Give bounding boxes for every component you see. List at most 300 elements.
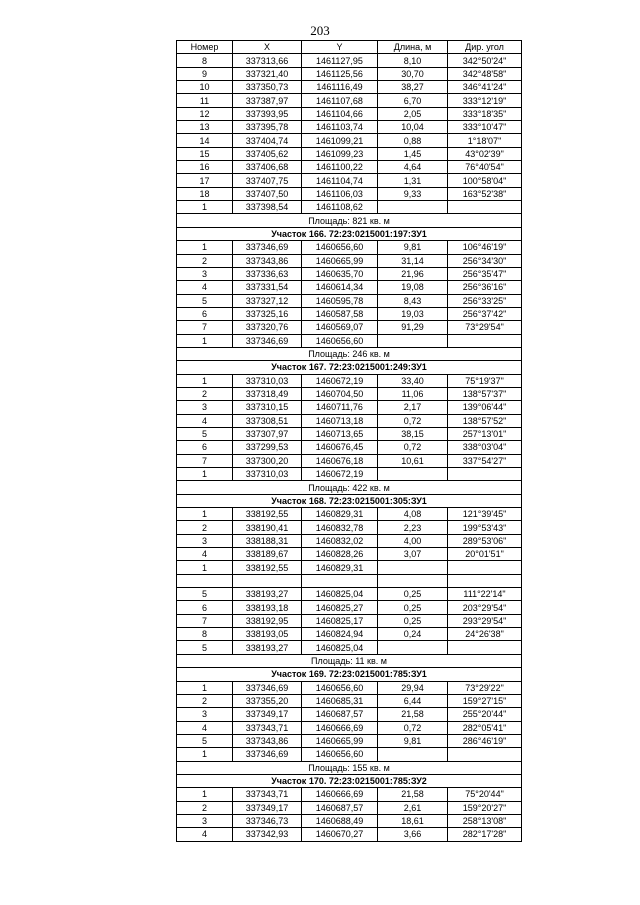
cell-bearing: 75°19'37" <box>448 374 522 387</box>
cell-y: 1460832,78 <box>302 521 378 534</box>
cell-bearing: 1°18'07" <box>448 134 522 147</box>
table-row <box>177 121 522 134</box>
table-row <box>177 508 522 521</box>
cell-bearing: 293°29'54" <box>448 614 522 627</box>
cell-length: 30,70 <box>378 67 448 80</box>
cell-number: 5 <box>177 588 233 601</box>
cell-length: 6,44 <box>378 694 448 707</box>
cell-x: 338193,27 <box>233 641 302 654</box>
cell-number: 5 <box>177 734 233 747</box>
cell-bearing: 139°06'44" <box>448 401 522 414</box>
cell-bearing: 282°05'41" <box>448 721 522 734</box>
cell-number: 1 <box>177 374 233 387</box>
cell-number: 6 <box>177 601 233 614</box>
cell-number: 3 <box>177 534 233 547</box>
cell-y: 1460687,57 <box>302 801 378 814</box>
cell-bearing: 346°41'24" <box>448 81 522 94</box>
cell-number: 1 <box>177 201 233 214</box>
table-row <box>177 281 522 294</box>
cell-length: 10,61 <box>378 454 448 467</box>
cell-bearing: 333°10'47" <box>448 121 522 134</box>
cell-number: 4 <box>177 281 233 294</box>
table-row <box>177 801 522 814</box>
cell-x: 338188,31 <box>233 534 302 547</box>
cell-bearing: 138°57'37" <box>448 387 522 400</box>
section-header-row <box>177 361 522 374</box>
cell-bearing: 75°20'44" <box>448 788 522 801</box>
cell-x: 337307,97 <box>233 427 302 440</box>
cell-x: 338193,18 <box>233 601 302 614</box>
cell-number: 6 <box>177 441 233 454</box>
cell-y: 1460665,99 <box>302 254 378 267</box>
cell-number: 6 <box>177 307 233 320</box>
cell-bearing: 256°35'47" <box>448 267 522 280</box>
cell-bearing: 257°13'01" <box>448 427 522 440</box>
cell-bearing: 337°54'27" <box>448 454 522 467</box>
cell-number: 1 <box>177 508 233 521</box>
cell-bearing <box>448 561 522 574</box>
cell-y: 1460656,60 <box>302 241 378 254</box>
cell-length: 4,08 <box>378 508 448 521</box>
cell-x: 337407,50 <box>233 187 302 200</box>
cell-number: 12 <box>177 107 233 120</box>
cell-length: 2,05 <box>378 107 448 120</box>
cell-y: 1460635,70 <box>302 267 378 280</box>
cell-bearing: 159°20'27" <box>448 801 522 814</box>
cell-length: 2,23 <box>378 521 448 534</box>
cell-bearing <box>448 201 522 214</box>
cell-number: 18 <box>177 187 233 200</box>
cell-x: 338193,05 <box>233 628 302 641</box>
cell-number: 3 <box>177 401 233 414</box>
cell-length: 19,08 <box>378 281 448 294</box>
cell-y: 1460832,02 <box>302 534 378 547</box>
table-row <box>177 241 522 254</box>
cell-x: 337349,17 <box>233 708 302 721</box>
cell-bearing: 256°36'16" <box>448 281 522 294</box>
column-header-number: Номер <box>177 41 233 54</box>
cell-y: 1461107,68 <box>302 94 378 107</box>
table-row <box>177 748 522 761</box>
cell-length <box>378 201 448 214</box>
cell-length: 29,94 <box>378 681 448 694</box>
cell-length: 9,81 <box>378 734 448 747</box>
cell-y: 1460672,19 <box>302 468 378 481</box>
cell-y: 1460687,57 <box>302 708 378 721</box>
cell-length: 8,10 <box>378 54 448 67</box>
cell-x: 337320,76 <box>233 321 302 334</box>
cell-bearing: 106°46'19" <box>448 241 522 254</box>
cell-bearing <box>448 468 522 481</box>
cell-length <box>378 334 448 347</box>
cell-bearing: 338°03'04" <box>448 441 522 454</box>
cell-x: 337342,93 <box>233 828 302 841</box>
cell-bearing: 111°22'14" <box>448 588 522 601</box>
cell-length: 31,14 <box>378 254 448 267</box>
cell-x: 337313,66 <box>233 54 302 67</box>
cell-y: 1461106,03 <box>302 187 378 200</box>
cell-x: 337346,73 <box>233 814 302 827</box>
cell-x: 338190,41 <box>233 521 302 534</box>
cell-x: 337346,69 <box>233 334 302 347</box>
cell-bearing: 100°58'04" <box>448 174 522 187</box>
cell-y: 1460825,27 <box>302 601 378 614</box>
cell-length: 0,72 <box>378 441 448 454</box>
cell-x: 337349,17 <box>233 801 302 814</box>
cell-x: 337398,54 <box>233 201 302 214</box>
cell-length: 2,61 <box>378 801 448 814</box>
cell-bearing: 76°40'54" <box>448 161 522 174</box>
cell-x: 337393,95 <box>233 107 302 120</box>
cell-y: 1461125,56 <box>302 67 378 80</box>
cell-bearing: 43°02'39" <box>448 147 522 160</box>
area-text: Площадь: 155 кв. м <box>177 761 522 774</box>
cell-length: 1,45 <box>378 147 448 160</box>
cell-x: 337404,74 <box>233 134 302 147</box>
section-header-row <box>177 668 522 681</box>
table-row <box>177 548 522 561</box>
cell-x: 337405,62 <box>233 147 302 160</box>
cell-y: 1460713,65 <box>302 427 378 440</box>
table-row <box>177 187 522 200</box>
cell-bearing: 255°20'44" <box>448 708 522 721</box>
table-row <box>177 628 522 641</box>
cell-number: 8 <box>177 628 233 641</box>
cell-length <box>378 748 448 761</box>
cell-bearing: 203°29'54" <box>448 601 522 614</box>
cell-length: 19,03 <box>378 307 448 320</box>
cell-y: 1460676,45 <box>302 441 378 454</box>
cell-length: 91,29 <box>378 321 448 334</box>
cell-length: 21,58 <box>378 708 448 721</box>
cell-number: 4 <box>177 721 233 734</box>
cell-y: 1460614,34 <box>302 281 378 294</box>
cell-bearing <box>448 574 522 587</box>
cell-number: 15 <box>177 147 233 160</box>
cell-x: 337325,16 <box>233 307 302 320</box>
cell-y: 1460666,69 <box>302 721 378 734</box>
table-row <box>177 588 522 601</box>
section-header-row <box>177 227 522 240</box>
cell-y: 1461108,62 <box>302 201 378 214</box>
table-header <box>177 41 522 54</box>
cell-length: 3,66 <box>378 828 448 841</box>
cell-bearing: 24°26'38" <box>448 628 522 641</box>
cell-number: 3 <box>177 267 233 280</box>
cell-bearing: 258°13'08" <box>448 814 522 827</box>
cell-x: 337299,53 <box>233 441 302 454</box>
cell-number: 3 <box>177 708 233 721</box>
table-row <box>177 134 522 147</box>
cell-x: 337310,03 <box>233 374 302 387</box>
table-row <box>177 161 522 174</box>
header-row <box>177 41 522 54</box>
cell-x: 338192,55 <box>233 508 302 521</box>
area-text: Площадь: 422 кв. м <box>177 481 522 494</box>
cell-length: 9,81 <box>378 241 448 254</box>
section-title: Участок 168. 72:23:0215001:305:ЗУ1 <box>177 494 522 507</box>
cell-y: 1460829,31 <box>302 561 378 574</box>
table-row <box>177 54 522 67</box>
table-row <box>177 267 522 280</box>
table-row <box>177 387 522 400</box>
cell-number: 17 <box>177 174 233 187</box>
cell-number: 11 <box>177 94 233 107</box>
cell-y: 1460656,60 <box>302 681 378 694</box>
cell-length: 4,00 <box>378 534 448 547</box>
table-row <box>177 828 522 841</box>
cell-x: 337350,73 <box>233 81 302 94</box>
cell-length: 0,25 <box>378 601 448 614</box>
cell-number: 16 <box>177 161 233 174</box>
cell-length: 11,06 <box>378 387 448 400</box>
cell-y: 1460704,50 <box>302 387 378 400</box>
cell-bearing <box>448 334 522 347</box>
table-row <box>177 814 522 827</box>
cell-x: 337346,69 <box>233 681 302 694</box>
cell-x: 337355,20 <box>233 694 302 707</box>
table-row <box>177 614 522 627</box>
cell-y: 1460595,78 <box>302 294 378 307</box>
cell-length: 0,72 <box>378 721 448 734</box>
cell-length: 4,64 <box>378 161 448 174</box>
cell-bearing: 342°48'58" <box>448 67 522 80</box>
cell-bearing: 138°57'52" <box>448 414 522 427</box>
cell-x: 337387,97 <box>233 94 302 107</box>
cell-length: 0,72 <box>378 414 448 427</box>
table-row <box>177 254 522 267</box>
section-header-row <box>177 774 522 787</box>
area-row <box>177 761 522 774</box>
table-row <box>177 574 522 587</box>
cell-y: 1461099,21 <box>302 134 378 147</box>
cell-y: 1460587,58 <box>302 307 378 320</box>
cell-y: 1460666,69 <box>302 788 378 801</box>
table-row <box>177 708 522 721</box>
cell-x: 338189,67 <box>233 548 302 561</box>
column-header-x: X <box>233 41 302 54</box>
cell-bearing: 73°29'54" <box>448 321 522 334</box>
table-row <box>177 721 522 734</box>
cell-bearing <box>448 748 522 761</box>
cell-y: 1461104,74 <box>302 174 378 187</box>
cell-y: 1460824,94 <box>302 628 378 641</box>
cell-x: 337321,40 <box>233 67 302 80</box>
cell-bearing: 256°34'30" <box>448 254 522 267</box>
cell-number: 4 <box>177 548 233 561</box>
cell-bearing: 289°53'06" <box>448 534 522 547</box>
cell-bearing: 159°27'15" <box>448 694 522 707</box>
cell-number: 9 <box>177 67 233 80</box>
table-row <box>177 454 522 467</box>
cell-x: 337331,54 <box>233 281 302 294</box>
area-text: Площадь: 11 кв. м <box>177 654 522 667</box>
cell-number: 7 <box>177 321 233 334</box>
table-row <box>177 534 522 547</box>
cell-y: 1460825,17 <box>302 614 378 627</box>
cell-number: 7 <box>177 454 233 467</box>
table-row <box>177 294 522 307</box>
cell-number: 2 <box>177 521 233 534</box>
cell-number: 2 <box>177 801 233 814</box>
cell-x <box>233 574 302 587</box>
column-header-bearing: Дир. угол <box>448 41 522 54</box>
cell-x: 337343,71 <box>233 721 302 734</box>
cell-x: 337318,49 <box>233 387 302 400</box>
cell-number: 5 <box>177 641 233 654</box>
cell-x: 337310,15 <box>233 401 302 414</box>
cell-number: 4 <box>177 828 233 841</box>
cell-length: 3,07 <box>378 548 448 561</box>
cell-x: 337310,03 <box>233 468 302 481</box>
table-row <box>177 321 522 334</box>
cell-number: 3 <box>177 814 233 827</box>
section-title: Участок 169. 72:23:0215001:785:ЗУ1 <box>177 668 522 681</box>
area-text: Площадь: 246 кв. м <box>177 347 522 360</box>
section-title: Участок 166. 72:23:0215001:197:ЗУ1 <box>177 227 522 240</box>
column-header-y: Y <box>302 41 378 54</box>
table-row <box>177 334 522 347</box>
cell-number: 5 <box>177 294 233 307</box>
cell-number: 13 <box>177 121 233 134</box>
cell-y: 1461127,95 <box>302 54 378 67</box>
cell-length: 0,25 <box>378 588 448 601</box>
table-row <box>177 561 522 574</box>
cell-y: 1461104,66 <box>302 107 378 120</box>
cell-bearing: 286°46'19" <box>448 734 522 747</box>
cell-length <box>378 574 448 587</box>
table-row <box>177 601 522 614</box>
cell-number: 1 <box>177 748 233 761</box>
cell-length: 33,40 <box>378 374 448 387</box>
cell-length: 10,04 <box>378 121 448 134</box>
table-row <box>177 94 522 107</box>
cell-number: 1 <box>177 334 233 347</box>
cell-length <box>378 561 448 574</box>
cell-y: 1460713,18 <box>302 414 378 427</box>
cell-y: 1460829,31 <box>302 508 378 521</box>
cell-x: 337343,71 <box>233 788 302 801</box>
cell-length: 38,27 <box>378 81 448 94</box>
cell-x: 337343,86 <box>233 254 302 267</box>
section-title: Участок 167. 72:23:0215001:249:ЗУ1 <box>177 361 522 374</box>
cell-length <box>378 468 448 481</box>
table-row <box>177 401 522 414</box>
table-row <box>177 641 522 654</box>
cell-length: 1,31 <box>378 174 448 187</box>
cell-y: 1460688,49 <box>302 814 378 827</box>
cell-number: 5 <box>177 427 233 440</box>
cell-x: 337300,20 <box>233 454 302 467</box>
cell-length: 21,58 <box>378 788 448 801</box>
cell-y: 1461100,22 <box>302 161 378 174</box>
section-header-row <box>177 494 522 507</box>
cell-x: 337346,69 <box>233 241 302 254</box>
section-title: Участок 170. 72:23:0215001:785:ЗУ2 <box>177 774 522 787</box>
table-row <box>177 147 522 160</box>
cell-bearing: 199°53'43" <box>448 521 522 534</box>
cell-x: 337395,78 <box>233 121 302 134</box>
cell-y: 1461116,49 <box>302 81 378 94</box>
cell-number: 8 <box>177 54 233 67</box>
cell-bearing: 73°29'22" <box>448 681 522 694</box>
cell-length: 6,70 <box>378 94 448 107</box>
cell-number <box>177 574 233 587</box>
cell-y: 1461103,74 <box>302 121 378 134</box>
cell-length: 2,17 <box>378 401 448 414</box>
cell-number: 1 <box>177 561 233 574</box>
table-row <box>177 374 522 387</box>
cell-number: 2 <box>177 254 233 267</box>
column-header-length: Длина, м <box>378 41 448 54</box>
cell-y: 1460670,27 <box>302 828 378 841</box>
cell-x: 338192,55 <box>233 561 302 574</box>
table-row <box>177 414 522 427</box>
table-row <box>177 307 522 320</box>
table-row <box>177 67 522 80</box>
cell-y: 1460676,18 <box>302 454 378 467</box>
cell-y: 1460825,04 <box>302 588 378 601</box>
cell-y: 1460656,60 <box>302 334 378 347</box>
table-row <box>177 468 522 481</box>
area-text: Площадь: 821 кв. м <box>177 214 522 227</box>
table-row <box>177 441 522 454</box>
area-row <box>177 347 522 360</box>
table-row <box>177 201 522 214</box>
area-row <box>177 481 522 494</box>
cell-y: 1460825,04 <box>302 641 378 654</box>
cell-length: 38,15 <box>378 427 448 440</box>
table-row <box>177 427 522 440</box>
page-number: 203 <box>310 23 330 38</box>
cell-number: 4 <box>177 414 233 427</box>
cell-x: 337406,68 <box>233 161 302 174</box>
cell-x: 337346,69 <box>233 748 302 761</box>
cell-length: 0,24 <box>378 628 448 641</box>
cell-length: 0,88 <box>378 134 448 147</box>
cell-y: 1460672,19 <box>302 374 378 387</box>
table-row <box>177 81 522 94</box>
cell-bearing: 163°52'38" <box>448 187 522 200</box>
cell-bearing: 342°50'24" <box>448 54 522 67</box>
cell-length: 21,96 <box>378 267 448 280</box>
cell-number: 1 <box>177 468 233 481</box>
table-row <box>177 521 522 534</box>
cell-bearing: 20°01'51" <box>448 548 522 561</box>
cell-number: 10 <box>177 81 233 94</box>
cell-y: 1460656,60 <box>302 748 378 761</box>
cell-x: 337407,75 <box>233 174 302 187</box>
cell-bearing: 121°39'45" <box>448 508 522 521</box>
cell-x: 337308,51 <box>233 414 302 427</box>
table-row <box>177 681 522 694</box>
cell-bearing: 256°37'42" <box>448 307 522 320</box>
cell-length: 0,25 <box>378 614 448 627</box>
table-row <box>177 174 522 187</box>
cell-y: 1460711,76 <box>302 401 378 414</box>
table-row <box>177 734 522 747</box>
cell-number: 2 <box>177 387 233 400</box>
cell-bearing <box>448 641 522 654</box>
cell-number: 2 <box>177 694 233 707</box>
cell-number: 14 <box>177 134 233 147</box>
cell-y: 1460665,99 <box>302 734 378 747</box>
cell-length: 8,43 <box>378 294 448 307</box>
table-row <box>177 107 522 120</box>
cell-bearing: 282°17'28" <box>448 828 522 841</box>
cell-x: 338193,27 <box>233 588 302 601</box>
cell-y: 1460569,07 <box>302 321 378 334</box>
